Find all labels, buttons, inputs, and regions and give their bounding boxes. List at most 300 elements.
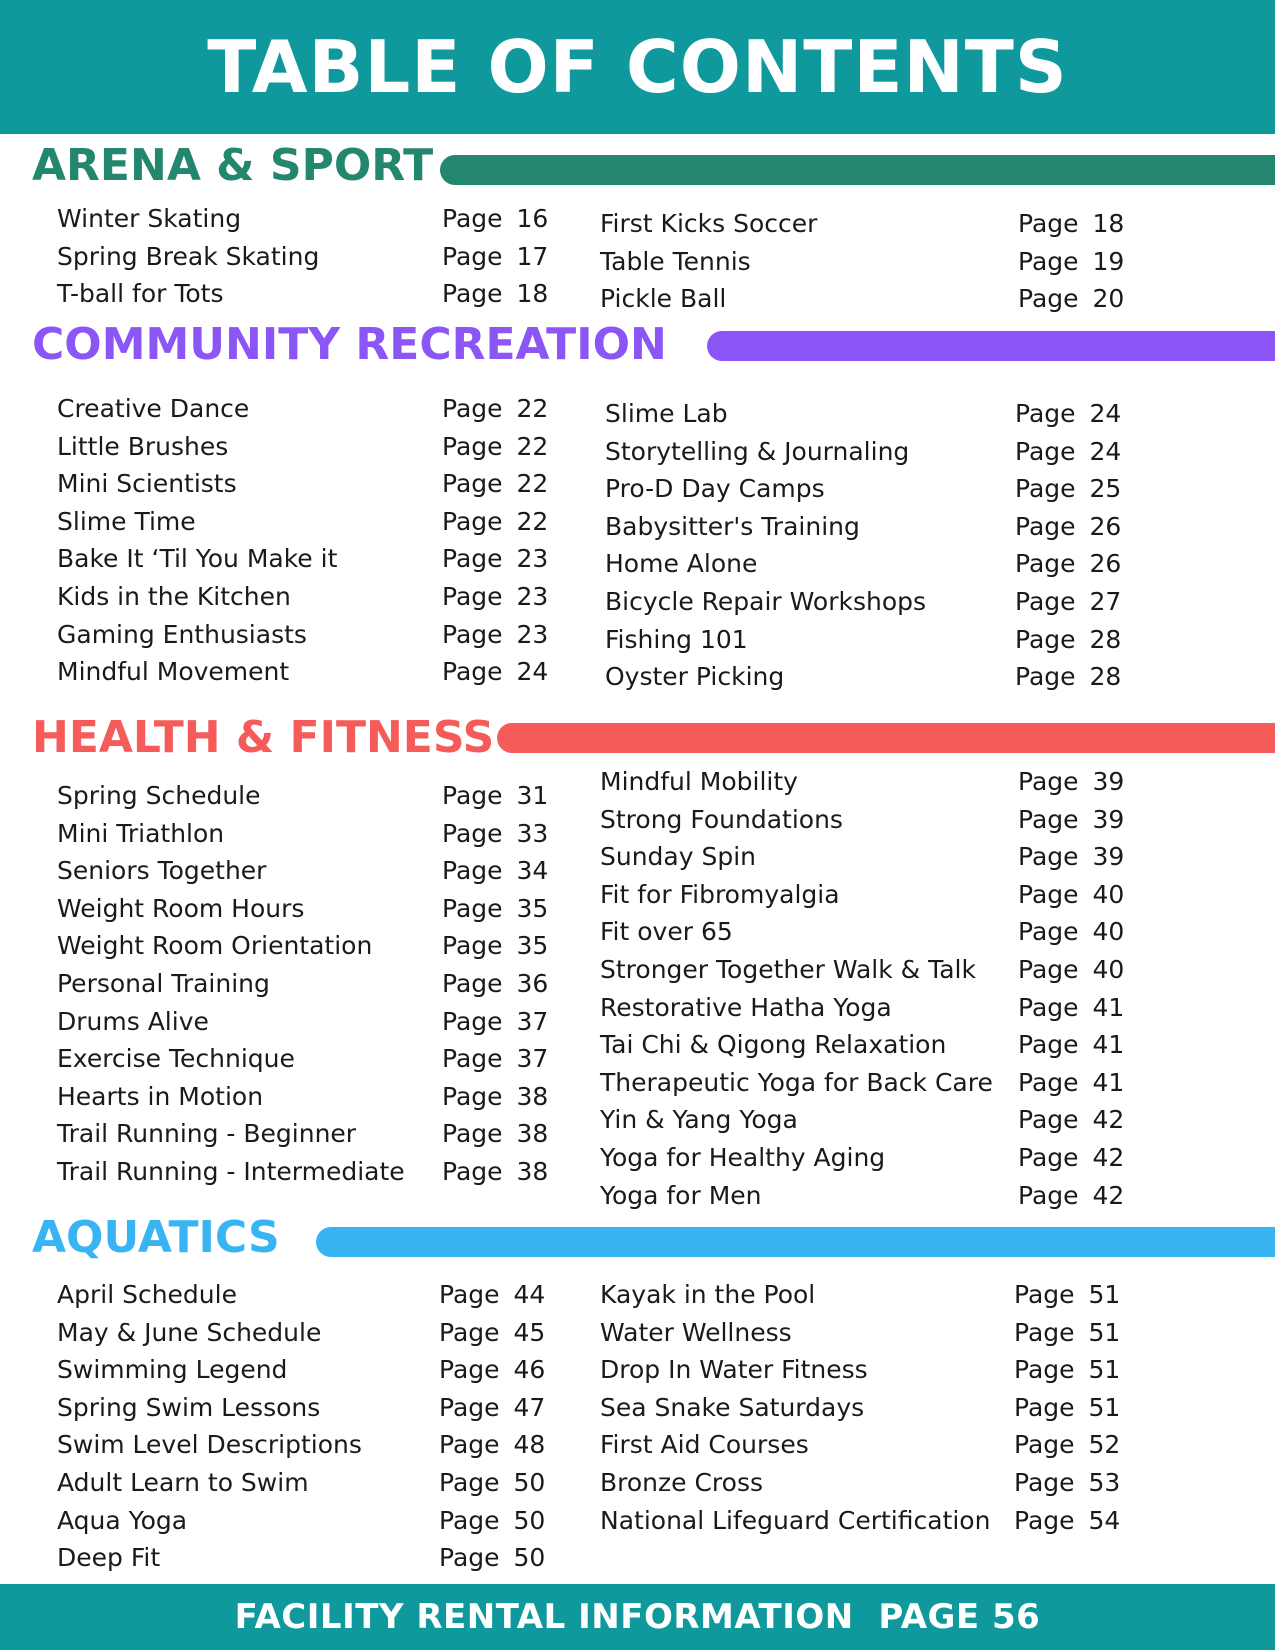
toc-entry-page-ref: [442, 540, 548, 578]
page-word: Page: [1014, 1317, 1075, 1347]
page-word: Page: [1018, 1105, 1079, 1135]
page-number: 50: [513, 1505, 546, 1535]
toc-entry-page-ref: [442, 890, 548, 928]
toc-entry-page-ref: [1014, 1464, 1120, 1502]
page-number: 54: [1088, 1505, 1121, 1535]
toc-entry-title: Gaming Enthusiasts: [57, 619, 307, 649]
page-number: 52: [1088, 1430, 1121, 1460]
toc-entry-page-ref: [1014, 1389, 1120, 1427]
toc-entry-page-ref: [1015, 621, 1121, 659]
toc-entry[interactable]: [605, 621, 1135, 659]
page-number: 38: [516, 1081, 549, 1111]
page-word: Page: [442, 781, 503, 810]
toc-column-right: [605, 395, 1135, 696]
toc-entry-title: Babysitter's Training: [605, 511, 860, 541]
page-number: 28: [1089, 624, 1122, 654]
toc-entry[interactable]: [600, 801, 1130, 839]
toc-entry[interactable]: [600, 205, 1130, 243]
page-number: 42: [1092, 1180, 1125, 1210]
toc-entry-title: Swim Level Descriptions: [57, 1430, 362, 1460]
toc-entry[interactable]: [57, 238, 557, 276]
toc-entry[interactable]: [57, 890, 557, 928]
toc-entry[interactable]: [600, 1502, 1130, 1540]
toc-entry[interactable]: [57, 1351, 557, 1389]
page-number: 18: [516, 279, 549, 309]
page-number: 35: [516, 893, 549, 923]
toc-entry[interactable]: [57, 777, 557, 815]
toc-entry[interactable]: [600, 1314, 1130, 1352]
page-number: 50: [513, 1467, 546, 1497]
toc-entry-title: May & June Schedule: [57, 1317, 322, 1347]
toc-entry[interactable]: [600, 1389, 1130, 1427]
toc-entry-page-ref: [1015, 470, 1121, 508]
page-word: Page: [1018, 1180, 1079, 1210]
toc-entry-page-ref: [1014, 1351, 1120, 1389]
page-number: 22: [516, 431, 549, 461]
toc-entry[interactable]: [57, 1314, 557, 1352]
page-number: 25: [1089, 474, 1122, 504]
toc-entry-page-ref: [439, 1502, 545, 1540]
toc-entry-title: Fit for Fibromyalgia: [600, 879, 840, 909]
toc-entry[interactable]: [57, 578, 557, 616]
page-number: 39: [1092, 767, 1125, 796]
page-word: Page: [1018, 992, 1079, 1022]
page-number: 18: [1092, 209, 1125, 238]
page-number: 37: [516, 1006, 549, 1036]
toc-entry[interactable]: [57, 653, 557, 691]
toc-entry[interactable]: [57, 815, 557, 853]
page-word: Page: [1018, 246, 1079, 276]
page-word: Page: [442, 1044, 503, 1074]
facility-rental-link[interactable]: FACILITY RENTAL INFORMATION PAGE 56: [234, 1597, 1041, 1637]
toc-entry[interactable]: [600, 1101, 1130, 1139]
toc-entry-page-ref: [1018, 838, 1124, 876]
page-number: 53: [1088, 1467, 1121, 1497]
page-word: Page: [442, 506, 503, 536]
toc-entry-page-ref: [1018, 280, 1124, 318]
toc-entry-page-ref: [1018, 1101, 1124, 1139]
toc-entry-page-ref: [1018, 1064, 1124, 1102]
toc-column-left: [57, 777, 557, 1191]
toc-entry[interactable]: [57, 540, 557, 578]
page-word: Page: [442, 204, 503, 233]
page-word: Page: [439, 1505, 500, 1535]
toc-entry-title: April Schedule: [57, 1280, 237, 1309]
page-word: Page: [439, 1543, 500, 1573]
page-word: Page: [1015, 549, 1076, 579]
toc-entry-page-ref: [442, 852, 548, 890]
toc-entry[interactable]: [57, 965, 557, 1003]
toc-entry-page-ref: [1018, 205, 1124, 243]
page-number: 24: [1089, 399, 1122, 428]
page-word: Page: [1015, 436, 1076, 466]
toc-entry[interactable]: [600, 989, 1130, 1027]
toc-entry-page-ref: [442, 1003, 548, 1041]
toc-entry[interactable]: [605, 545, 1135, 583]
toc-entry-title: Trail Running - Intermediate: [57, 1156, 405, 1186]
section-divider-bar: [316, 1227, 1275, 1257]
toc-entry-title: Aqua Yoga: [57, 1505, 188, 1535]
toc-entry-page-ref: [1018, 989, 1124, 1027]
page-number: 22: [516, 394, 549, 423]
page-number: 36: [516, 968, 549, 998]
toc-entry[interactable]: [600, 951, 1130, 989]
page-word: Page: [442, 619, 503, 649]
toc-entry-title: Strong Foundations: [600, 804, 843, 834]
page-number: 40: [1092, 954, 1125, 984]
toc-entry-title: Stronger Together Walk & Talk: [600, 954, 976, 984]
toc-entry-title: Tai Chi & Qigong Relaxation: [600, 1030, 947, 1060]
toc-entry-page-ref: [442, 1115, 548, 1153]
toc-entry-title: Sea Snake Saturdays: [600, 1392, 865, 1422]
toc-entry[interactable]: [57, 275, 557, 313]
toc-entry[interactable]: [600, 1464, 1130, 1502]
toc-entry-page-ref: [442, 616, 548, 654]
toc-entry-page-ref: [1018, 801, 1124, 839]
page-word: Page: [442, 968, 503, 998]
page-word: Page: [442, 1006, 503, 1036]
page-number: 47: [513, 1392, 546, 1422]
toc-entry-page-ref: [442, 653, 548, 691]
toc-entry[interactable]: [57, 465, 557, 503]
toc-entry[interactable]: [57, 616, 557, 654]
toc-entry-title: Table Tennis: [600, 246, 751, 276]
page-word: Page: [442, 279, 503, 309]
toc-entry-title: Kids in the Kitchen: [57, 581, 291, 611]
toc-entry-title: Mindful Movement: [57, 657, 290, 687]
page-word: Page: [1014, 1392, 1075, 1422]
toc-entry-title: Home Alone: [605, 549, 758, 579]
toc-entry[interactable]: [605, 395, 1135, 433]
page-number: 40: [1092, 917, 1125, 947]
page-word: Page: [1018, 1030, 1079, 1060]
page-number: 50: [513, 1543, 546, 1573]
footer-banner: [0, 1584, 1275, 1650]
toc-entry[interactable]: [57, 1426, 557, 1464]
page-number: 39: [1092, 804, 1125, 834]
page-number: 51: [1088, 1355, 1121, 1385]
toc-entry-page-ref: [1014, 1502, 1120, 1540]
toc-entry-page-ref: [442, 1040, 548, 1078]
toc-entry-page-ref: [442, 428, 548, 466]
section-divider-bar: [707, 331, 1275, 361]
page-number: 44: [513, 1280, 546, 1309]
toc-entry-page-ref: [1015, 433, 1121, 471]
toc-entry[interactable]: [600, 1177, 1130, 1215]
toc-entry[interactable]: [600, 838, 1130, 876]
toc-entry[interactable]: [600, 1139, 1130, 1177]
page-number: 26: [1089, 549, 1122, 579]
toc-entry[interactable]: [57, 1539, 557, 1577]
page-number: 24: [1089, 436, 1122, 466]
page-word: Page: [439, 1392, 500, 1422]
toc-entry-title: Slime Lab: [605, 399, 728, 428]
page-number: 17: [516, 241, 549, 271]
toc-column-left: [57, 390, 557, 691]
toc-entry-page-ref: [442, 1153, 548, 1191]
toc-entry-page-ref: [1015, 545, 1121, 583]
page-word: Page: [442, 469, 503, 499]
toc-entry-title: Yoga for Healthy Aging: [600, 1142, 886, 1172]
toc-entry-title: Exercise Technique: [57, 1044, 295, 1074]
page-number: 42: [1092, 1105, 1125, 1135]
toc-entry[interactable]: [600, 243, 1130, 281]
page-word: Page: [442, 856, 503, 886]
toc-entry-title: Therapeutic Yoga for Back Care: [600, 1067, 993, 1097]
toc-entry[interactable]: [605, 583, 1135, 621]
page-word: Page: [1015, 474, 1076, 504]
title-banner: [0, 0, 1275, 134]
toc-entry-title: Kayak in the Pool: [600, 1280, 816, 1309]
page-word: Page: [442, 241, 503, 271]
toc-entry[interactable]: [600, 1426, 1130, 1464]
toc-entry-title: Trail Running - Beginner: [57, 1119, 357, 1149]
page-number: 16: [516, 204, 549, 233]
toc-entry-page-ref: [442, 777, 548, 815]
section-heading-arena-sport: ARENA & SPORT: [32, 140, 434, 191]
toc-entry-page-ref: [1018, 876, 1124, 914]
toc-column-right: [600, 1276, 1130, 1539]
toc-entry-title: Fishing 101: [605, 624, 748, 654]
page-number: 51: [1088, 1317, 1121, 1347]
toc-entry-title: Drop In Water Fitness: [600, 1355, 868, 1385]
toc-entry-title: Seniors Together: [57, 856, 267, 886]
page-number: 27: [1089, 586, 1122, 616]
toc-entry-title: Mindful Mobility: [600, 767, 798, 796]
page-word: Page: [442, 893, 503, 923]
page-word: Page: [1018, 209, 1079, 238]
toc-entry[interactable]: [57, 1040, 557, 1078]
toc-entry-page-ref: [442, 1078, 548, 1116]
toc-entry-page-ref: [1015, 508, 1121, 546]
toc-entry-title: Deep Fit: [57, 1543, 161, 1573]
toc-entry-page-ref: [439, 1464, 545, 1502]
toc-entry[interactable]: [605, 508, 1135, 546]
page-word: Page: [1018, 1067, 1079, 1097]
toc-entry-title: First Kicks Soccer: [600, 209, 818, 238]
toc-entry-page-ref: [1014, 1426, 1120, 1464]
toc-entry[interactable]: [57, 1078, 557, 1116]
toc-column-right: [600, 763, 1130, 1214]
toc-entry[interactable]: [600, 763, 1130, 801]
toc-entry-page-ref: [1018, 243, 1124, 281]
page-word: Page: [442, 931, 503, 961]
toc-entry[interactable]: [600, 280, 1130, 318]
page-word: Page: [442, 1119, 503, 1149]
toc-entry-page-ref: [1015, 583, 1121, 621]
toc-entry-page-ref: [1018, 1139, 1124, 1177]
page-number: 33: [516, 818, 549, 848]
toc-entry-title: Little Brushes: [57, 431, 229, 461]
toc-column-right: [600, 205, 1130, 318]
toc-entry[interactable]: [600, 876, 1130, 914]
toc-entry-title: Bicycle Repair Workshops: [605, 586, 927, 616]
toc-entry-title: Weight Room Orientation: [57, 931, 373, 961]
toc-entry-title: Creative Dance: [57, 394, 250, 423]
toc-entry-title: National Lifeguard Certification: [600, 1505, 991, 1535]
page-number: 22: [516, 506, 549, 536]
page-number: 23: [516, 581, 549, 611]
page-number: 24: [516, 657, 549, 687]
toc-entry-page-ref: [439, 1539, 545, 1577]
toc-entry-title: Pro-D Day Camps: [605, 474, 825, 504]
toc-entry-title: Drums Alive: [57, 1006, 209, 1036]
page-word: Page: [442, 1081, 503, 1111]
toc-entry-page-ref: [1018, 1026, 1124, 1064]
page-word: Page: [1018, 767, 1079, 796]
toc-entry[interactable]: [600, 913, 1130, 951]
page-word: Page: [1014, 1467, 1075, 1497]
page-word: Page: [1015, 399, 1076, 428]
toc-entry-page-ref: [442, 200, 548, 238]
page-word: Page: [1014, 1505, 1075, 1535]
page-number: 20: [1092, 284, 1125, 314]
toc-entry-page-ref: [1014, 1276, 1120, 1314]
toc-entry[interactable]: [57, 1115, 557, 1153]
toc-entry-page-ref: [442, 465, 548, 503]
toc-entry-title: Spring Break Skating: [57, 241, 320, 271]
toc-entry-title: First Aid Courses: [600, 1430, 809, 1460]
toc-entry-title: Winter Skating: [57, 204, 242, 233]
toc-entry[interactable]: [57, 390, 557, 428]
toc-entry-page-ref: [1018, 951, 1124, 989]
toc-entry[interactable]: [57, 1276, 557, 1314]
toc-entry[interactable]: [605, 658, 1135, 696]
toc-entry-title: Yin & Yang Yoga: [600, 1105, 798, 1135]
toc-entry[interactable]: [57, 927, 557, 965]
page-word: Page: [1018, 842, 1079, 872]
toc-entry[interactable]: [57, 1464, 557, 1502]
page-word: Page: [1018, 1142, 1079, 1172]
section-divider-bar: [497, 723, 1275, 753]
section-divider-bar: [440, 155, 1275, 185]
toc-entry[interactable]: [57, 200, 557, 238]
toc-entry-title: Slime Time: [57, 506, 196, 536]
toc-entry-title: Restorative Hatha Yoga: [600, 992, 892, 1022]
page-number: 19: [1092, 246, 1125, 276]
toc-entry-title: Spring Swim Lessons: [57, 1392, 321, 1422]
toc-entry-title: Storytelling & Journaling: [605, 436, 910, 466]
page-number: 23: [516, 619, 549, 649]
toc-entry-page-ref: [1015, 658, 1121, 696]
page-number: 22: [516, 469, 549, 499]
toc-entry-page-ref: [439, 1389, 545, 1427]
page-word: Page: [439, 1280, 500, 1309]
toc-entry[interactable]: [57, 1502, 557, 1540]
page-number: 26: [1089, 511, 1122, 541]
toc-column-left: [57, 1276, 557, 1577]
page-word: Page: [442, 394, 503, 423]
page-word: Page: [442, 1156, 503, 1186]
page-number: 45: [513, 1317, 546, 1347]
toc-entry-title: Water Wellness: [600, 1317, 792, 1347]
toc-entry-page-ref: [442, 927, 548, 965]
page-word: Page: [1015, 662, 1076, 692]
toc-entry-page-ref: [442, 503, 548, 541]
toc-entry-title: Oyster Picking: [605, 662, 785, 692]
page-word: Page: [1014, 1430, 1075, 1460]
toc-entry-page-ref: [1018, 913, 1124, 951]
page-number: 38: [516, 1156, 549, 1186]
page-number: 42: [1092, 1142, 1125, 1172]
toc-entry[interactable]: [600, 1026, 1130, 1064]
page-word: Page: [442, 581, 503, 611]
toc-entry-page-ref: [1018, 763, 1124, 801]
page-word: Page: [1015, 624, 1076, 654]
toc-entry-title: Hearts in Motion: [57, 1081, 264, 1111]
toc-entry[interactable]: [600, 1351, 1130, 1389]
toc-entry-page-ref: [1018, 1177, 1124, 1215]
toc-entry-title: Mini Scientists: [57, 469, 237, 499]
toc-entry-page-ref: [442, 578, 548, 616]
page-word: Page: [442, 431, 503, 461]
page-word: Page: [439, 1355, 500, 1385]
toc-entry-page-ref: [442, 815, 548, 853]
toc-entry[interactable]: [57, 1153, 557, 1191]
toc-entry[interactable]: [57, 852, 557, 890]
toc-entry-page-ref: [442, 275, 548, 313]
page-word: Page: [442, 657, 503, 687]
toc-entry[interactable]: [57, 1389, 557, 1427]
toc-entry[interactable]: [57, 428, 557, 466]
section-heading-aquatics: AQUATICS: [32, 1212, 280, 1263]
toc-entry-page-ref: [439, 1351, 545, 1389]
toc-entry[interactable]: [57, 503, 557, 541]
toc-column-left: [57, 200, 557, 313]
toc-entry-page-ref: [442, 965, 548, 1003]
page-number: 41: [1092, 1067, 1125, 1097]
page-word: Page: [439, 1317, 500, 1347]
toc-entry-page-ref: [439, 1314, 545, 1352]
toc-entry-title: Swimming Legend: [57, 1355, 288, 1385]
toc-entry-title: Sunday Spin: [600, 842, 757, 872]
toc-entry-title: T-ball for Tots: [57, 279, 224, 309]
section-heading-community-recreation: COMMUNITY RECREATION: [32, 319, 667, 370]
toc-entry[interactable]: [605, 433, 1135, 471]
toc-entry[interactable]: [57, 1003, 557, 1041]
page-word: Page: [439, 1467, 500, 1497]
page-word: Page: [1015, 586, 1076, 616]
page-number: 35: [516, 931, 549, 961]
toc-entry[interactable]: [600, 1064, 1130, 1102]
page-number: 38: [516, 1119, 549, 1149]
page-word: Page: [1015, 511, 1076, 541]
page-word: Page: [1014, 1280, 1075, 1309]
page-number: 51: [1088, 1392, 1121, 1422]
toc-entry[interactable]: [600, 1276, 1130, 1314]
page-word: Page: [1018, 879, 1079, 909]
toc-entry-title: Bake It ‘Til You Make it: [57, 544, 338, 574]
page-word: Page: [1018, 284, 1079, 314]
page-word: Page: [1018, 954, 1079, 984]
page-number: 41: [1092, 1030, 1125, 1060]
toc-entry-title: Adult Learn to Swim: [57, 1467, 309, 1497]
toc-entry-title: Yoga for Men: [600, 1180, 762, 1210]
toc-entry-page-ref: [1014, 1314, 1120, 1352]
page-word: Page: [1018, 917, 1079, 947]
page-word: Page: [1014, 1355, 1075, 1385]
toc-entry-page-ref: [442, 390, 548, 428]
page-number: 37: [516, 1044, 549, 1074]
page-word: Page: [442, 544, 503, 574]
section-heading-health-fitness: HEALTH & FITNESS: [32, 712, 495, 763]
toc-entry-page-ref: [1015, 395, 1121, 433]
page-title: TABLE OF CONTENTS: [207, 25, 1068, 109]
toc-entry[interactable]: [605, 470, 1135, 508]
toc-entry-title: Mini Triathlon: [57, 818, 225, 848]
page-number: 31: [516, 781, 549, 810]
page-number: 28: [1089, 662, 1122, 692]
